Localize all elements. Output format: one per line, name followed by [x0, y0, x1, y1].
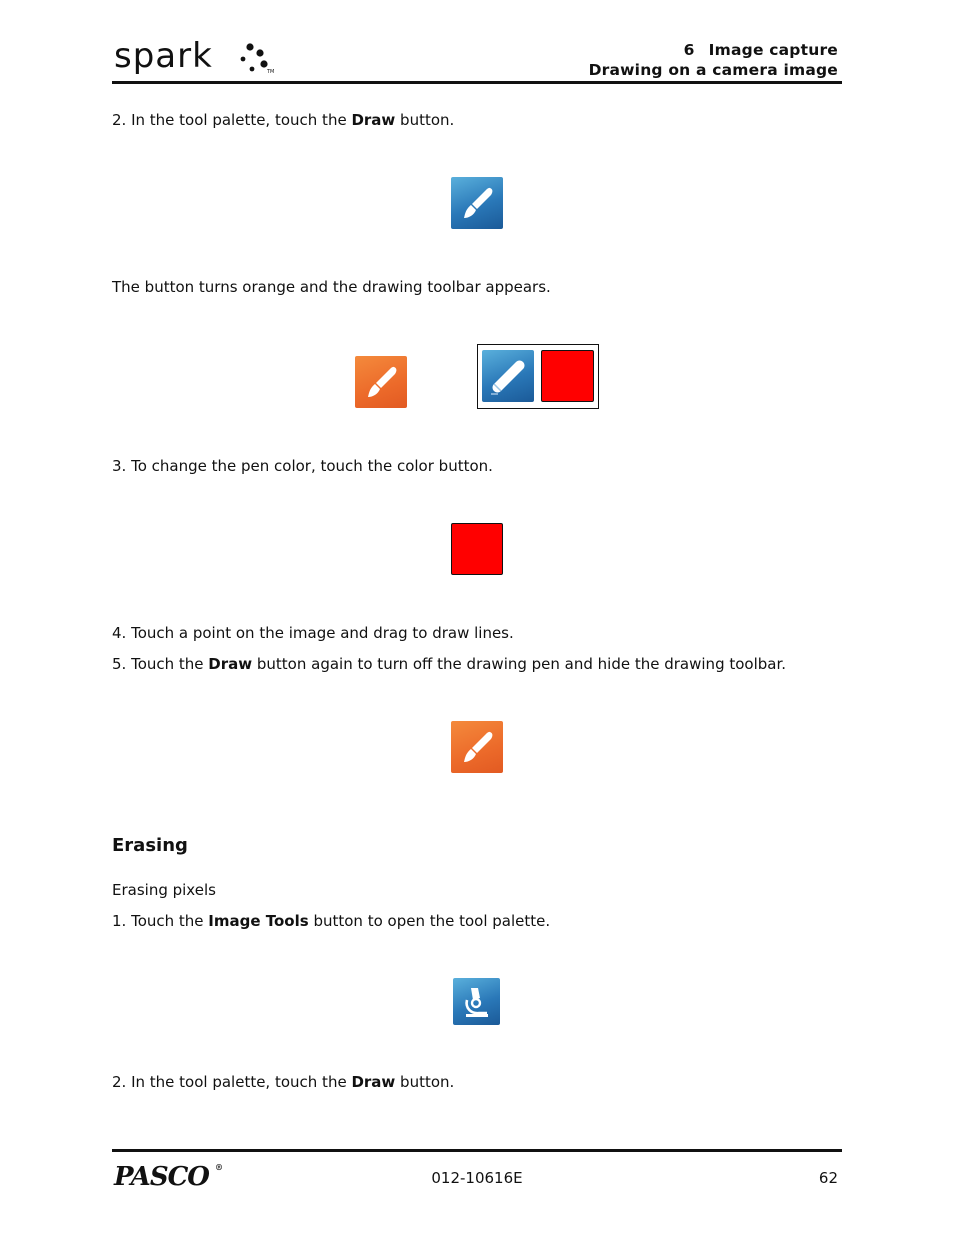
microscope-icon: [459, 984, 495, 1020]
svg-text:TM: TM: [267, 69, 275, 75]
image-tools-button[interactable]: [453, 978, 500, 1025]
paintbrush-icon: [361, 362, 401, 402]
draw-button-orange[interactable]: [355, 356, 407, 408]
header-rule: [112, 81, 842, 84]
page-number: 62: [818, 1169, 838, 1187]
eraser-icon: [486, 354, 530, 398]
footer-rule: [112, 1149, 842, 1152]
step-2-text-repeat: 2. In the tool palette, touch the Draw button.: [112, 1073, 455, 1091]
color-button[interactable]: [541, 350, 594, 402]
document-number: 012-10616E: [431, 1169, 523, 1187]
draw-button-orange-2[interactable]: [451, 721, 503, 773]
drawing-toolbar: [477, 344, 599, 409]
chapter-number: 6: [683, 41, 695, 59]
paintbrush-icon: [457, 183, 497, 223]
spark-logo-dots-icon: [238, 42, 278, 76]
draw-button-blue[interactable]: [451, 177, 503, 229]
running-header: [589, 40, 838, 80]
step-1-text: 1. Touch the Image Tools button to open the tool palette.: [112, 912, 551, 930]
section-heading-erasing: Erasing: [112, 835, 188, 856]
step-4-text: 4. Touch a point on the image and drag to draw lines.: [112, 624, 514, 642]
paragraph-button-turns-orange: The button turns orange and the drawing toolbar appears.: [112, 278, 551, 296]
color-swatch-button[interactable]: [451, 523, 503, 575]
paintbrush-icon: [457, 727, 497, 767]
section-title: Drawing on a camera image: [588, 61, 838, 79]
eraser-button[interactable]: [482, 350, 534, 402]
pasco-logo: PASCO ®: [114, 1162, 222, 1192]
step-5-text: 5. Touch the Draw button again to turn off the drawing pen and hide the drawing toolbar.: [112, 655, 787, 673]
step-2-text: 2. In the tool palette, touch the Draw button.: [112, 111, 455, 129]
spark-logo: spark: [114, 36, 213, 76]
chapter-title: Image capture: [708, 41, 838, 59]
step-3-text: 3. To change the pen color, touch the color button.: [112, 457, 493, 475]
paragraph-erasing-pixels: Erasing pixels: [112, 881, 216, 899]
